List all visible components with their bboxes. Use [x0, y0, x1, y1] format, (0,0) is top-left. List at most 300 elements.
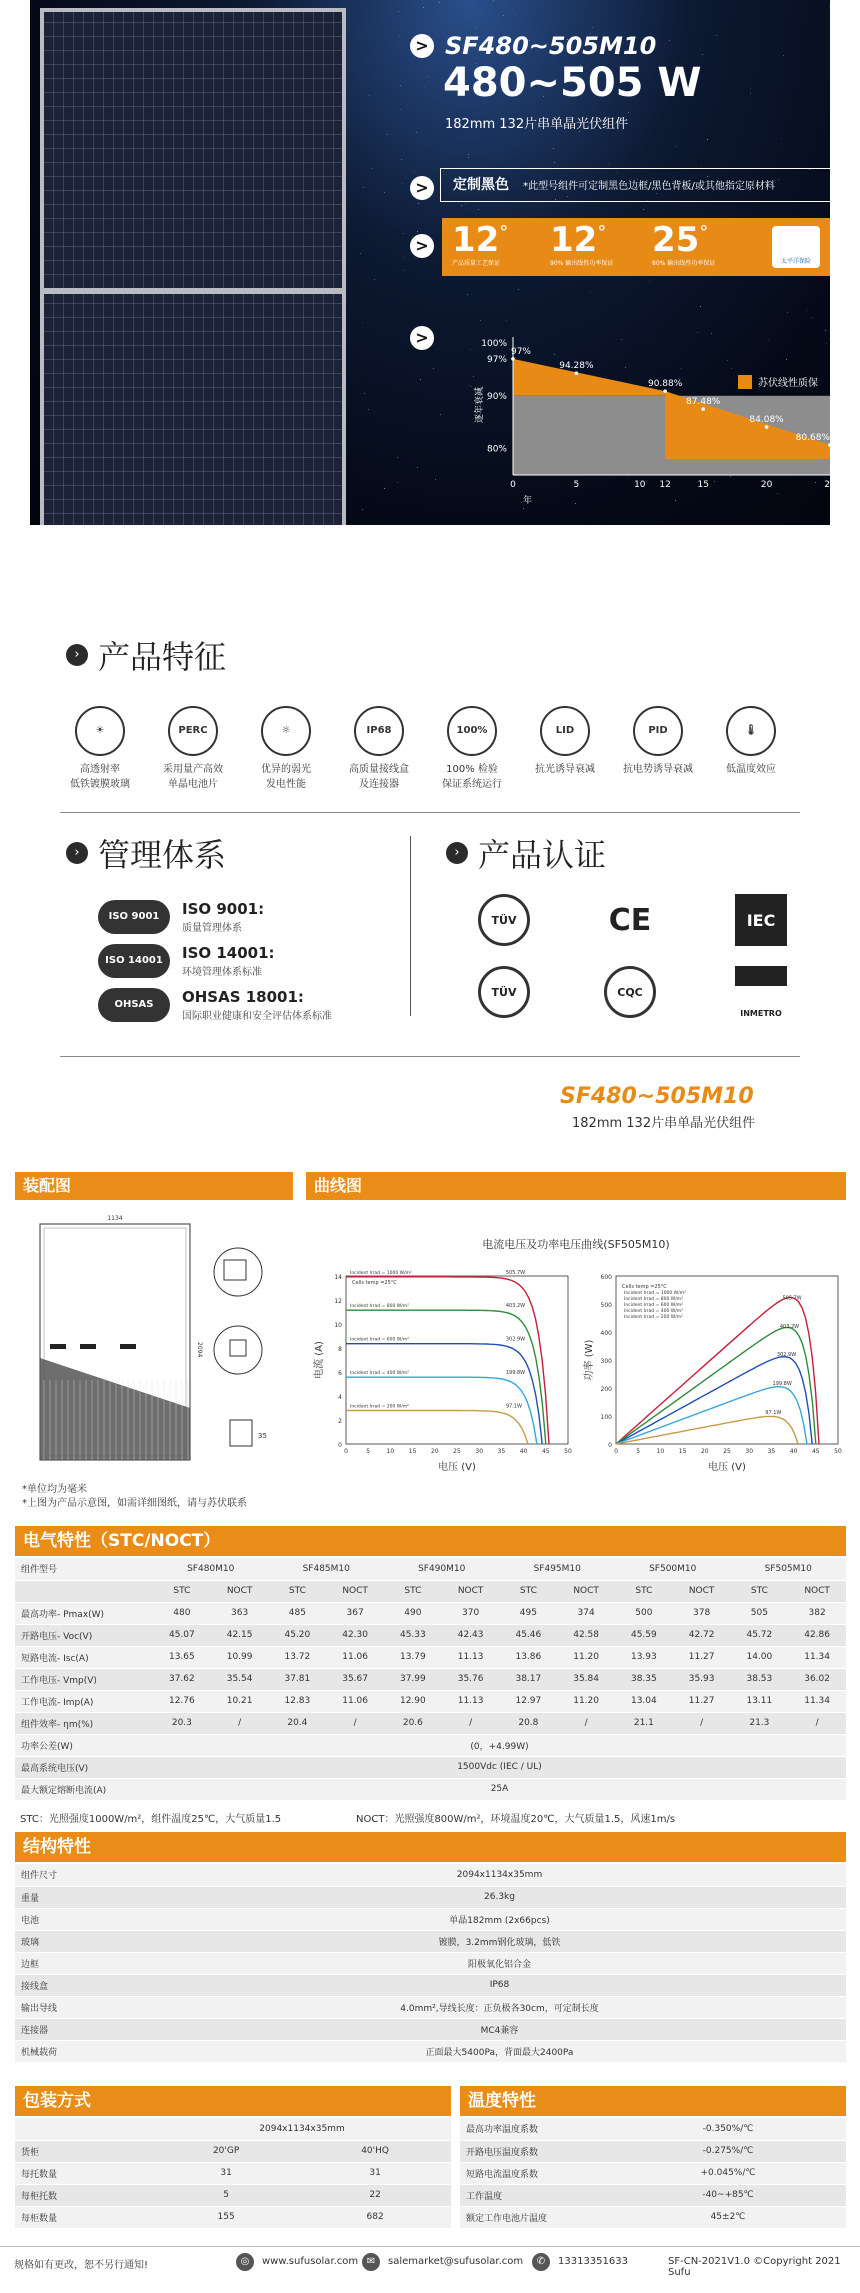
star [420, 379, 421, 380]
row-label: 输出导线 [15, 1996, 153, 2018]
management-item [98, 988, 398, 1044]
y-tick-label: 6 [338, 1370, 342, 1377]
row-label: 短路电流- Isc(A) [15, 1646, 153, 1668]
star [702, 54, 703, 55]
series-line [346, 1277, 549, 1444]
series-value: 97.1W [765, 1409, 782, 1416]
junction-box [120, 1344, 136, 1349]
assembly-drawing [20, 1210, 290, 1480]
y-tick-label: 8 [338, 1346, 342, 1353]
y-tick-label: 90% [486, 391, 507, 402]
table-row [15, 2040, 846, 2062]
star [404, 257, 405, 258]
row-label: 每托数量 [15, 2162, 153, 2184]
star [433, 368, 434, 369]
pid-icon: PID [633, 706, 683, 756]
y-tick-label: 100 [600, 1414, 612, 1421]
phone-icon: ✆ [532, 2253, 550, 2271]
arrow-icon: > [410, 234, 434, 258]
star [829, 7, 830, 8]
data-point [663, 389, 667, 393]
row-label: 机械载荷 [15, 2040, 153, 2062]
star [417, 231, 418, 232]
y-tick-label: 4 [338, 1394, 342, 1401]
divider [60, 812, 800, 813]
table-cell: 35.54 [211, 1668, 269, 1690]
row-label: 最高功率温度系数 [460, 2118, 610, 2140]
star [676, 146, 677, 147]
row-label: 每柜数量 [15, 2206, 153, 2228]
table-cell: 480 [153, 1602, 211, 1624]
model-header: SF500M10 [615, 1558, 731, 1580]
star [400, 85, 401, 86]
inmetro-logo-icon: INMETRO [735, 966, 787, 1018]
feature-item [519, 706, 611, 777]
star [417, 467, 418, 468]
tuv-rheinland-logo-icon: TÜV [478, 966, 530, 1018]
temp-note: Cells temp =25°C [352, 1280, 397, 1286]
iec-logo-icon: IEC [735, 894, 787, 946]
packing-title: 包装方式 [15, 2086, 451, 2116]
table-cell: 37.62 [153, 1668, 211, 1690]
series-label: Incident Irrad = 1000 W/m² [350, 1270, 412, 1276]
management-item-sub: 环境管理体系标准 [182, 967, 262, 978]
table-row [15, 1624, 846, 1646]
footer-website[interactable]: www.sufusolar.com [262, 2256, 359, 2267]
table-cell: 12.76 [153, 1690, 211, 1712]
lid-icon: LID [540, 706, 590, 756]
table-row [15, 1886, 846, 1908]
table-cell: / [788, 1712, 846, 1734]
feature-item [147, 706, 239, 792]
star [374, 279, 375, 280]
x-tick-label: 20 [700, 1448, 709, 1455]
structure-table [15, 1864, 846, 2063]
pv-curve-chart [580, 1262, 848, 1482]
model-header: SF480M10 [153, 1558, 269, 1580]
panel-top-half [44, 12, 342, 288]
packing-table [15, 2118, 451, 2229]
x-tick-label: 50 [564, 1448, 572, 1455]
star [643, 209, 644, 210]
y-tick-label: 300 [600, 1358, 612, 1365]
star [413, 171, 414, 172]
sub-header: NOCT [557, 1580, 615, 1602]
x-axis-label: 电压 (V) [438, 1462, 476, 1473]
table-cell: 11.20 [557, 1690, 615, 1712]
model-header: SF490M10 [384, 1558, 500, 1580]
model-header: SF505M10 [731, 1558, 847, 1580]
star [397, 482, 398, 483]
star [515, 14, 516, 15]
management-item-title: ISO 9001: [182, 900, 265, 918]
x-tick-label: 5 [573, 480, 580, 490]
feature-label: 高质量接线盒 及连接器 [349, 764, 409, 790]
stc-note: STC：光照强度1000W/m²，组件温度25℃，大气质量1.5 [20, 1814, 282, 1825]
x-tick-label: 15 [408, 1448, 417, 1455]
star [398, 11, 399, 12]
sub-header: STC [731, 1580, 789, 1602]
star [649, 281, 650, 282]
table-cell: 14.00 [731, 1646, 789, 1668]
table-cell: 45.20 [269, 1624, 327, 1646]
table-cell: 20.6 [384, 1712, 442, 1734]
width-dim: 1134 [107, 1215, 123, 1222]
star [401, 159, 402, 160]
feature-label: 优异的弱光 发电性能 [261, 764, 311, 790]
sub-header: STC [384, 1580, 442, 1602]
star [506, 320, 507, 321]
x-tick-label: 45 [541, 1448, 550, 1455]
table-cell: 13.65 [153, 1646, 211, 1668]
table-cell: / [673, 1712, 731, 1734]
y-axis-label: 电流 (A) [314, 1341, 325, 1379]
electrical-title: 电气特性（STC/NOCT） [15, 1526, 846, 1556]
table-cell: 35.76 [442, 1668, 500, 1690]
x-tick-label: 10 [656, 1448, 665, 1455]
feature-item [426, 706, 518, 792]
iso-badge-icon: ISO 14001 [98, 944, 170, 978]
x-tick-label: 35 [497, 1448, 506, 1455]
y-tick-label: 500 [600, 1302, 612, 1309]
table-cell [15, 1580, 153, 1602]
hero-power: 480~505 W [443, 60, 702, 106]
table-cell: 35.93 [673, 1668, 731, 1690]
table-cell: 490 [384, 1602, 442, 1624]
table-cell: 25A [153, 1778, 846, 1800]
series-value: 505.7W [782, 1295, 802, 1302]
assembly-title: 装配图 [15, 1172, 293, 1200]
table-cell: 42.72 [673, 1624, 731, 1646]
legend-label: 苏伏线性质保 [758, 378, 818, 389]
series-line [616, 1357, 812, 1444]
frame-section [230, 1420, 252, 1446]
star [362, 322, 363, 323]
table-cell: 42.43 [442, 1624, 500, 1646]
data-point [511, 357, 515, 361]
series-value: 505.7W [505, 1269, 526, 1276]
row-label: 额定工作电池片温度 [460, 2206, 610, 2228]
star [467, 294, 468, 295]
table-cell: 31 [153, 2162, 299, 2184]
table-cell: 11.34 [788, 1690, 846, 1712]
star [402, 183, 403, 184]
x-tick-label: 15 [678, 1448, 687, 1455]
table-row [460, 2162, 846, 2184]
table-cell: 阳极氧化铝合金 [153, 1952, 846, 1974]
star [787, 312, 788, 313]
table-cell: 35.84 [557, 1668, 615, 1690]
star [364, 393, 365, 394]
x-tick-label: 20 [430, 1448, 439, 1455]
table-row [15, 1996, 846, 2018]
cqc-logo-icon: CQC [604, 966, 656, 1018]
series-label: Incident Irrad = 800 W/m² [350, 1304, 409, 1310]
temperature-table [460, 2118, 846, 2229]
table-row [15, 1558, 846, 1580]
star [554, 162, 555, 163]
table-row [15, 1930, 846, 1952]
star [478, 209, 479, 210]
y-tick-label: 100% [481, 339, 507, 349]
table-cell: 682 [299, 2206, 451, 2228]
table-cell: 11.34 [788, 1646, 846, 1668]
feature-item [705, 706, 797, 777]
row-label: 重量 [15, 1886, 153, 1908]
table-row [15, 1712, 846, 1734]
table-row [15, 1580, 846, 1602]
x-axis-label: 年 [523, 496, 533, 505]
table-cell: 12.90 [384, 1690, 442, 1712]
data-label: 87.48% [686, 397, 721, 408]
iso-badge-icon: OHSAS 18001 [98, 988, 170, 1022]
footer-phone: 13313351633 [558, 2256, 628, 2267]
table-cell: 10.99 [211, 1646, 269, 1668]
solar-panel-image [40, 8, 346, 525]
management-item [98, 944, 398, 980]
table-row [15, 1646, 846, 1668]
star [397, 457, 398, 458]
vertical-divider [410, 836, 411, 1016]
star [812, 317, 813, 318]
table-cell: 13.79 [384, 1646, 442, 1668]
table-cell: 38.17 [500, 1668, 558, 1690]
globe-icon: ◎ [236, 2253, 254, 2271]
insurance-logo-icon: 太平洋保险 [772, 226, 820, 268]
column-header: 货柜 [15, 2140, 153, 2162]
table-cell: 38.35 [615, 1668, 673, 1690]
table-cell: 11.06 [326, 1646, 384, 1668]
table-row [460, 2184, 846, 2206]
table-cell: 20.4 [269, 1712, 327, 1734]
table-cell: 13.93 [615, 1646, 673, 1668]
table-cell: 22 [299, 2184, 451, 2206]
table-row [15, 2184, 451, 2206]
table-cell: 10.21 [211, 1690, 269, 1712]
data-label: 90.88% [647, 379, 683, 390]
star [368, 409, 369, 410]
feature-label: 低温度效应 [726, 764, 776, 775]
column-header: 20'GP [153, 2140, 299, 2162]
star [750, 88, 751, 89]
star [707, 139, 708, 140]
table-cell: 31 [299, 2162, 451, 2184]
data-point [575, 371, 579, 375]
x-tick-label: 30 [475, 1448, 484, 1455]
row-label: 边框 [15, 1952, 153, 1974]
star [363, 187, 364, 188]
legend-swatch [738, 375, 752, 389]
model-header: SF485M10 [269, 1558, 385, 1580]
electrical-table [15, 1558, 846, 1801]
star [468, 157, 469, 158]
table-cell: 13.86 [500, 1646, 558, 1668]
x-axis-label: 电压 (V) [708, 1462, 746, 1473]
table-cell: 45.72 [731, 1624, 789, 1646]
star [480, 320, 481, 321]
assembly-note-2: *上图为产品示意图，如需详细图纸，请与苏伏联系 [22, 1498, 247, 1509]
series-label: Incident Irrad = 400 W/m² [624, 1309, 683, 1314]
table-cell: 4.0mm²,导线长度：正负极各30cm，可定制长度 [153, 1996, 846, 2018]
series-value: 97.1W [505, 1403, 522, 1410]
row-label: 最大额定熔断电流(A) [15, 1778, 153, 1800]
series-label: Incident Irrad = 400 W/m² [350, 1371, 409, 1377]
table-row [15, 1734, 846, 1756]
model-header: SF495M10 [500, 1558, 616, 1580]
table-row [15, 1952, 846, 1974]
star [553, 148, 554, 149]
table-row [15, 2018, 846, 2040]
arrow-icon: > [410, 34, 434, 58]
data-label: 94.28% [559, 361, 594, 372]
table-cell: 11.20 [557, 1646, 615, 1668]
feature-item [54, 706, 146, 792]
star [418, 203, 419, 204]
arrow-icon: › [66, 644, 88, 666]
table-cell: / [557, 1712, 615, 1734]
table-cell: / [211, 1712, 269, 1734]
star [700, 306, 701, 307]
column-header: 40'HQ [299, 2140, 451, 2162]
warranty-item: 12° 90% 输出线性功率保证 [550, 220, 614, 267]
junction-box [50, 1344, 66, 1349]
star [428, 76, 429, 77]
warranty-strip [442, 218, 830, 276]
iv-curve-chart [310, 1262, 578, 1482]
table-cell: 21.1 [615, 1712, 673, 1734]
star [403, 270, 404, 271]
table-row [15, 1756, 846, 1778]
warranty-item: 12° 产品质量工艺保证 [452, 220, 509, 267]
x-tick-label: 10 [634, 480, 646, 490]
feature-item [612, 706, 704, 777]
table-cell: 正面最大5400Pa，背面最大2400Pa [153, 2040, 846, 2062]
table-cell: 42.30 [326, 1624, 384, 1646]
row-label: 功率公差(W) [15, 1734, 153, 1756]
table-cell: 5 [153, 2184, 299, 2206]
custom-label: 定制黑色 [453, 177, 509, 193]
detail-circle [214, 1326, 262, 1374]
row-label: 工作电压- Vmp(V) [15, 1668, 153, 1690]
row-label: 最高功率- Pmax(W) [15, 1602, 153, 1624]
table-cell: 45.07 [153, 1624, 211, 1646]
iso-badge-icon: ISO 9001 [98, 900, 170, 934]
series-line [346, 1344, 542, 1444]
detail-circle [214, 1248, 262, 1296]
star [435, 479, 436, 480]
custom-note: *此型号组件可定制黑色边框/黑色背板/或其他指定原材料 [523, 181, 775, 192]
y-tick-label: 14 [334, 1274, 342, 1281]
feature-label: 抗光诱导衰减 [535, 764, 595, 775]
star [371, 168, 372, 169]
x-tick-label: 25 [453, 1448, 461, 1455]
footer-copyright: SF-CN-2021V1.0 ©Copyright 2021 Sufu [668, 2256, 841, 2278]
series-label: Incident Irrad = 200 W/m² [624, 1315, 683, 1320]
table-cell: 37.81 [269, 1668, 327, 1690]
glass-icon: ☀ [75, 706, 125, 756]
row-label: 电池 [15, 1908, 153, 1930]
star [362, 509, 363, 510]
management-item-title: OHSAS 18001: [182, 988, 304, 1006]
table-cell: 单晶182mm (2x66pcs) [153, 1908, 846, 1930]
table-cell: 378 [673, 1602, 731, 1624]
table-header: 2094x1134x35mm [153, 2118, 451, 2140]
x-tick-label: 25 [723, 1448, 731, 1455]
star [416, 132, 417, 133]
y-tick-label: 80% [486, 444, 507, 455]
row-label: 玻璃 [15, 1930, 153, 1952]
star [783, 55, 784, 56]
star [384, 488, 385, 489]
star [608, 164, 609, 165]
table-row [15, 1864, 846, 1886]
series-line [346, 1411, 528, 1445]
table-cell: 20.8 [500, 1712, 558, 1734]
y-tick-label: 400 [600, 1330, 612, 1337]
x-tick-label: 30 [745, 1448, 754, 1455]
y-axis-label: 功率 (W) [584, 1339, 595, 1381]
table-cell: 镀膜，3.2mm钢化玻璃，低铁 [153, 1930, 846, 1952]
star [669, 40, 670, 41]
row-label: 最高系统电压(V) [15, 1756, 153, 1778]
y-tick-label: 2 [338, 1418, 342, 1425]
table-cell: 500 [615, 1602, 673, 1624]
hero-subtitle: 182mm 132片串单晶光伏组件 [445, 117, 629, 132]
table-cell: 363 [211, 1602, 269, 1624]
table-row [460, 2206, 846, 2228]
page2-subtitle: 182mm 132片串单晶光伏组件 [572, 1116, 756, 1131]
feature-label: 高透射率 低铁镀膜玻璃 [70, 764, 130, 790]
data-point [765, 425, 769, 429]
table-cell: 11.13 [442, 1690, 500, 1712]
star [518, 289, 519, 290]
star [387, 134, 388, 135]
table-cell: 45.59 [615, 1624, 673, 1646]
table-cell: 45±2℃ [610, 2206, 846, 2228]
x-tick-label: 0 [510, 480, 516, 490]
star [399, 36, 400, 37]
assembly-note-1: *单位均为毫米 [22, 1484, 87, 1495]
table-row [15, 2206, 451, 2228]
sub-header: STC [269, 1580, 327, 1602]
data-label: 80.68% [795, 433, 830, 444]
table-cell: 38.53 [731, 1668, 789, 1690]
table-cell: 11.27 [673, 1690, 731, 1712]
feature-label: 采用量产高效 单晶电池片 [163, 764, 223, 790]
y-tick-label: 97% [486, 354, 507, 365]
management-item-sub: 国际职业健康和安全评估体系标准 [182, 1011, 332, 1022]
footer-email[interactable]: salemarket@sufusolar.com [388, 2256, 524, 2267]
star [716, 35, 717, 36]
table-row [15, 2118, 451, 2140]
x-tick-label: 0 [344, 1448, 348, 1455]
table-cell: -40~+85℃ [610, 2184, 846, 2206]
star [781, 138, 782, 139]
sub-header: NOCT [442, 1580, 500, 1602]
table-cell: 20.3 [153, 1712, 211, 1734]
divider [60, 1056, 800, 1057]
hero-banner [30, 0, 836, 525]
management-item-title: ISO 14001: [182, 944, 275, 962]
table-cell: 26.3kg [153, 1886, 846, 1908]
table-cell: 42.86 [788, 1624, 846, 1646]
feature-label: 100% 检验 保证系统运行 [442, 764, 502, 790]
data-label: 84.08% [749, 415, 784, 426]
table-cell: (0，+4.99W) [153, 1734, 846, 1756]
table-row [15, 1668, 846, 1690]
degradation-chart [438, 325, 836, 505]
y-tick-label: 12 [334, 1298, 342, 1305]
